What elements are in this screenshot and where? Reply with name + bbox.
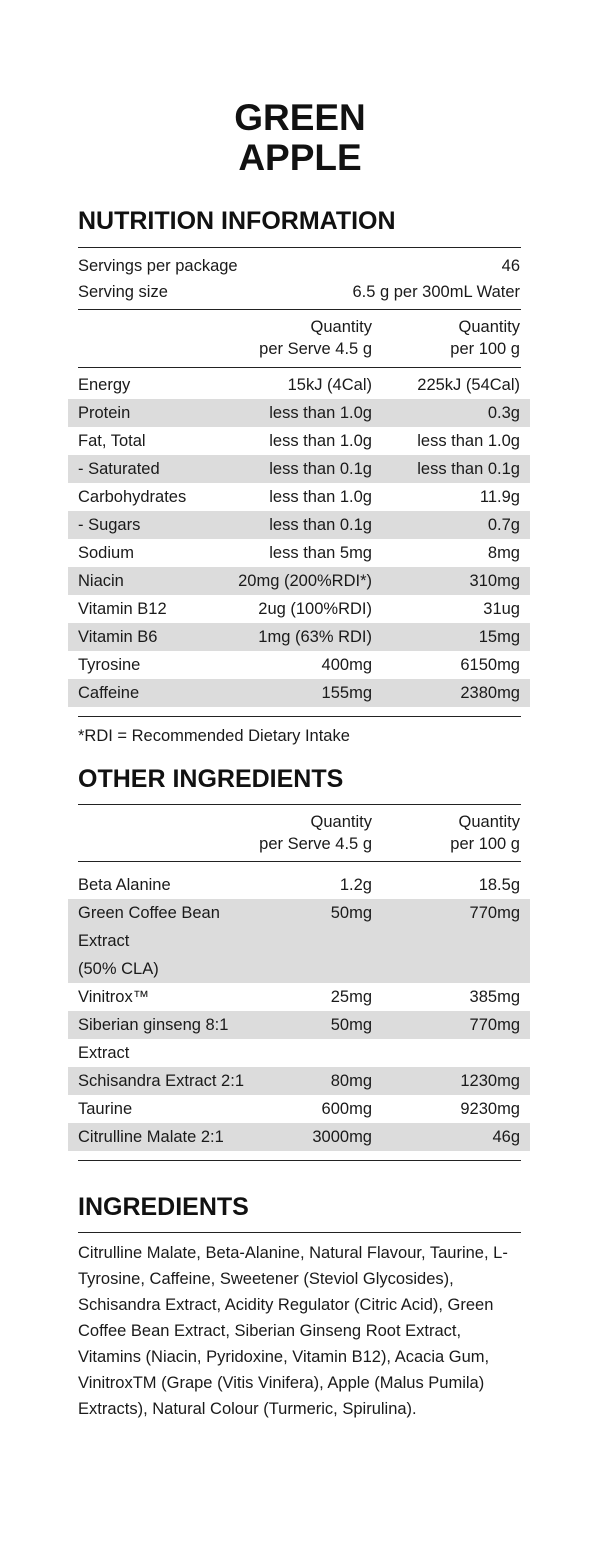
other-col2-header xyxy=(450,811,520,855)
ingredient-name: Siberian ginseng 8:1 xyxy=(78,1016,229,1034)
nutrient-per-serve: less than 5mg xyxy=(269,544,372,562)
nutrient-name: - Sugars xyxy=(78,516,141,534)
table-row xyxy=(68,1067,530,1095)
nutrient-name: Tyrosine xyxy=(78,656,141,674)
ingredient-per-100g: 9230mg xyxy=(460,1100,520,1118)
nutrition-col2-header-line2: per 100 g xyxy=(450,340,520,358)
nutrient-per-100g: 8mg xyxy=(487,544,520,562)
other-top-rule xyxy=(78,804,521,805)
nutrition-col1-header-line1: Quantity xyxy=(310,318,372,336)
table-row xyxy=(68,483,530,511)
ingredient-per-serve: 1.2g xyxy=(339,876,372,894)
table-row xyxy=(68,871,530,899)
ingredient-name-line1: Green Coffee Bean xyxy=(78,904,220,922)
ingredient-per-100g: 770mg xyxy=(469,1016,520,1034)
table-row xyxy=(68,679,530,707)
table-row xyxy=(68,511,530,539)
ingredient-per-100g: 46g xyxy=(492,1128,520,1146)
other-col1-header-line1: Quantity xyxy=(310,813,372,831)
nutrient-name: - Saturated xyxy=(78,460,160,478)
nutrient-per-100g: 15mg xyxy=(478,628,520,646)
nutrient-per-serve: 2ug (100%RDI) xyxy=(258,600,372,618)
nutrition-heading: NUTRITION INFORMATION xyxy=(78,207,396,235)
nutrient-per-100g: less than 0.1g xyxy=(417,460,520,478)
nutrient-name: Niacin xyxy=(78,572,124,590)
ingredient-name: Taurine xyxy=(78,1100,133,1118)
nutrition-col1-header xyxy=(259,316,372,360)
table-row xyxy=(68,1011,530,1039)
nutrient-per-serve: 1mg (63% RDI) xyxy=(258,628,372,646)
table-row xyxy=(68,1039,530,1067)
nutrient-per-100g: 225kJ (54Cal) xyxy=(417,376,520,394)
nutrient-per-100g: 2380mg xyxy=(460,684,520,702)
nutrition-col2-header-line1: Quantity xyxy=(458,318,520,336)
ingredients-rule xyxy=(78,1232,521,1233)
table-row xyxy=(68,899,530,983)
ingredients-heading: INGREDIENTS xyxy=(78,1193,249,1221)
nutrition-bottom-rule xyxy=(78,716,521,717)
other-col1-header xyxy=(259,811,372,855)
table-row xyxy=(68,427,530,455)
table-row xyxy=(68,455,530,483)
table-row xyxy=(68,651,530,679)
nutrient-per-100g: less than 1.0g xyxy=(417,432,520,450)
table-row xyxy=(68,1095,530,1123)
nutrient-name: Vitamin B6 xyxy=(78,628,158,646)
ingredient-name-line3: (50% CLA) xyxy=(78,960,159,978)
nutrient-per-100g: 0.7g xyxy=(487,516,520,534)
ingredient-per-serve: 50mg xyxy=(330,1016,372,1034)
nutrient-per-100g: 310mg xyxy=(469,572,520,590)
nutrient-name: Sodium xyxy=(78,544,134,562)
nutrient-per-serve: 15kJ (4Cal) xyxy=(287,376,372,394)
nutrition-header-rule xyxy=(78,309,521,310)
servings-value: 46 xyxy=(501,257,520,275)
nutrition-top-rule xyxy=(78,247,521,248)
servings-label: Servings per package xyxy=(78,257,238,275)
table-row xyxy=(68,371,530,399)
nutrition-rows-rule xyxy=(78,367,521,368)
ingredient-name: Citrulline Malate 2:1 xyxy=(78,1128,224,1146)
ingredient-per-100g: 770mg xyxy=(469,904,520,922)
nutrient-name: Fat, Total xyxy=(78,432,146,450)
nutrient-per-serve: 155mg xyxy=(321,684,372,702)
other-col2-header-line1: Quantity xyxy=(458,813,520,831)
table-row xyxy=(68,567,530,595)
nutrition-col2-header xyxy=(450,316,520,360)
nutrient-per-100g: 0.3g xyxy=(487,404,520,422)
table-row xyxy=(68,595,530,623)
rdi-footnote: *RDI = Recommended Dietary Intake xyxy=(78,727,350,745)
ingredient-per-100g: 385mg xyxy=(469,988,520,1006)
nutrient-name: Carbohydrates xyxy=(78,488,187,506)
nutrient-per-serve: less than 1.0g xyxy=(269,488,372,506)
nutrient-name: Caffeine xyxy=(78,684,140,702)
product-title xyxy=(0,98,600,178)
table-row xyxy=(68,539,530,567)
product-title-line1: GREEN xyxy=(234,97,366,138)
serving-size-label: Serving size xyxy=(78,283,168,301)
ingredient-per-serve: 50mg xyxy=(330,904,372,922)
nutrient-per-serve: less than 1.0g xyxy=(269,432,372,450)
ingredient-per-serve: 25mg xyxy=(330,988,372,1006)
ingredient-name-line2: Extract xyxy=(78,932,130,950)
ingredient-name: Beta Alanine xyxy=(78,876,171,894)
table-row xyxy=(68,983,530,1011)
ingredient-name: Vinitrox™ xyxy=(78,988,150,1006)
ingredient-name: Extract xyxy=(78,1044,130,1062)
nutrient-per-serve: less than 0.1g xyxy=(269,516,372,534)
table-row xyxy=(68,399,530,427)
ingredient-per-serve: 600mg xyxy=(321,1100,372,1118)
nutrient-per-serve: 20mg (200%RDI*) xyxy=(238,572,372,590)
ingredient-per-serve: 80mg xyxy=(330,1072,372,1090)
ingredient-per-100g: 18.5g xyxy=(478,876,520,894)
product-title-line2: APPLE xyxy=(238,137,362,178)
other-col2-header-line2: per 100 g xyxy=(450,835,520,853)
table-row xyxy=(68,1123,530,1151)
other-ingredients-heading: OTHER INGREDIENTS xyxy=(78,765,344,793)
nutrient-per-serve: less than 1.0g xyxy=(269,404,372,422)
nutrient-per-100g: 6150mg xyxy=(460,656,520,674)
nutrient-per-serve: less than 0.1g xyxy=(269,460,372,478)
nutrient-name: Energy xyxy=(78,376,131,394)
other-col1-header-line2: per Serve 4.5 g xyxy=(259,835,372,853)
ingredient-per-100g: 1230mg xyxy=(460,1072,520,1090)
ingredients-text: Citrulline Malate, Beta-Alanine, Natural Flavour, Taurine, L-Tyrosine, Caffeine, Sweetener (Steviol Glycosides), Schisandra Extract, Acidity Regulator (Citric Acid), Green Coffee Bean Extract, Siberian Ginseng Root Extract, Vitamins (Niacin, Pyridoxine, Vitamin B12), Acacia Gum, VinitroxTM (Grape (Vitis Vinifera), Apple (Malus Pumila) Extracts), Natural Colour (Turmeric, Spirulina). xyxy=(78,1244,508,1418)
nutrient-name: Vitamin B12 xyxy=(78,600,167,618)
nutrition-col1-header-line2: per Serve 4.5 g xyxy=(259,340,372,358)
other-bottom-rule xyxy=(78,1160,521,1161)
ingredient-name: Schisandra Extract 2:1 xyxy=(78,1072,244,1090)
other-rows-rule xyxy=(78,861,521,862)
nutrient-per-100g: 31ug xyxy=(483,600,520,618)
serving-size-value: 6.5 g per 300mL Water xyxy=(352,283,520,301)
nutrient-per-serve: 400mg xyxy=(321,656,372,674)
table-row xyxy=(68,623,530,651)
nutrient-name: Protein xyxy=(78,404,131,422)
nutrient-per-100g: 11.9g xyxy=(479,488,520,506)
ingredient-per-serve: 3000mg xyxy=(312,1128,372,1146)
